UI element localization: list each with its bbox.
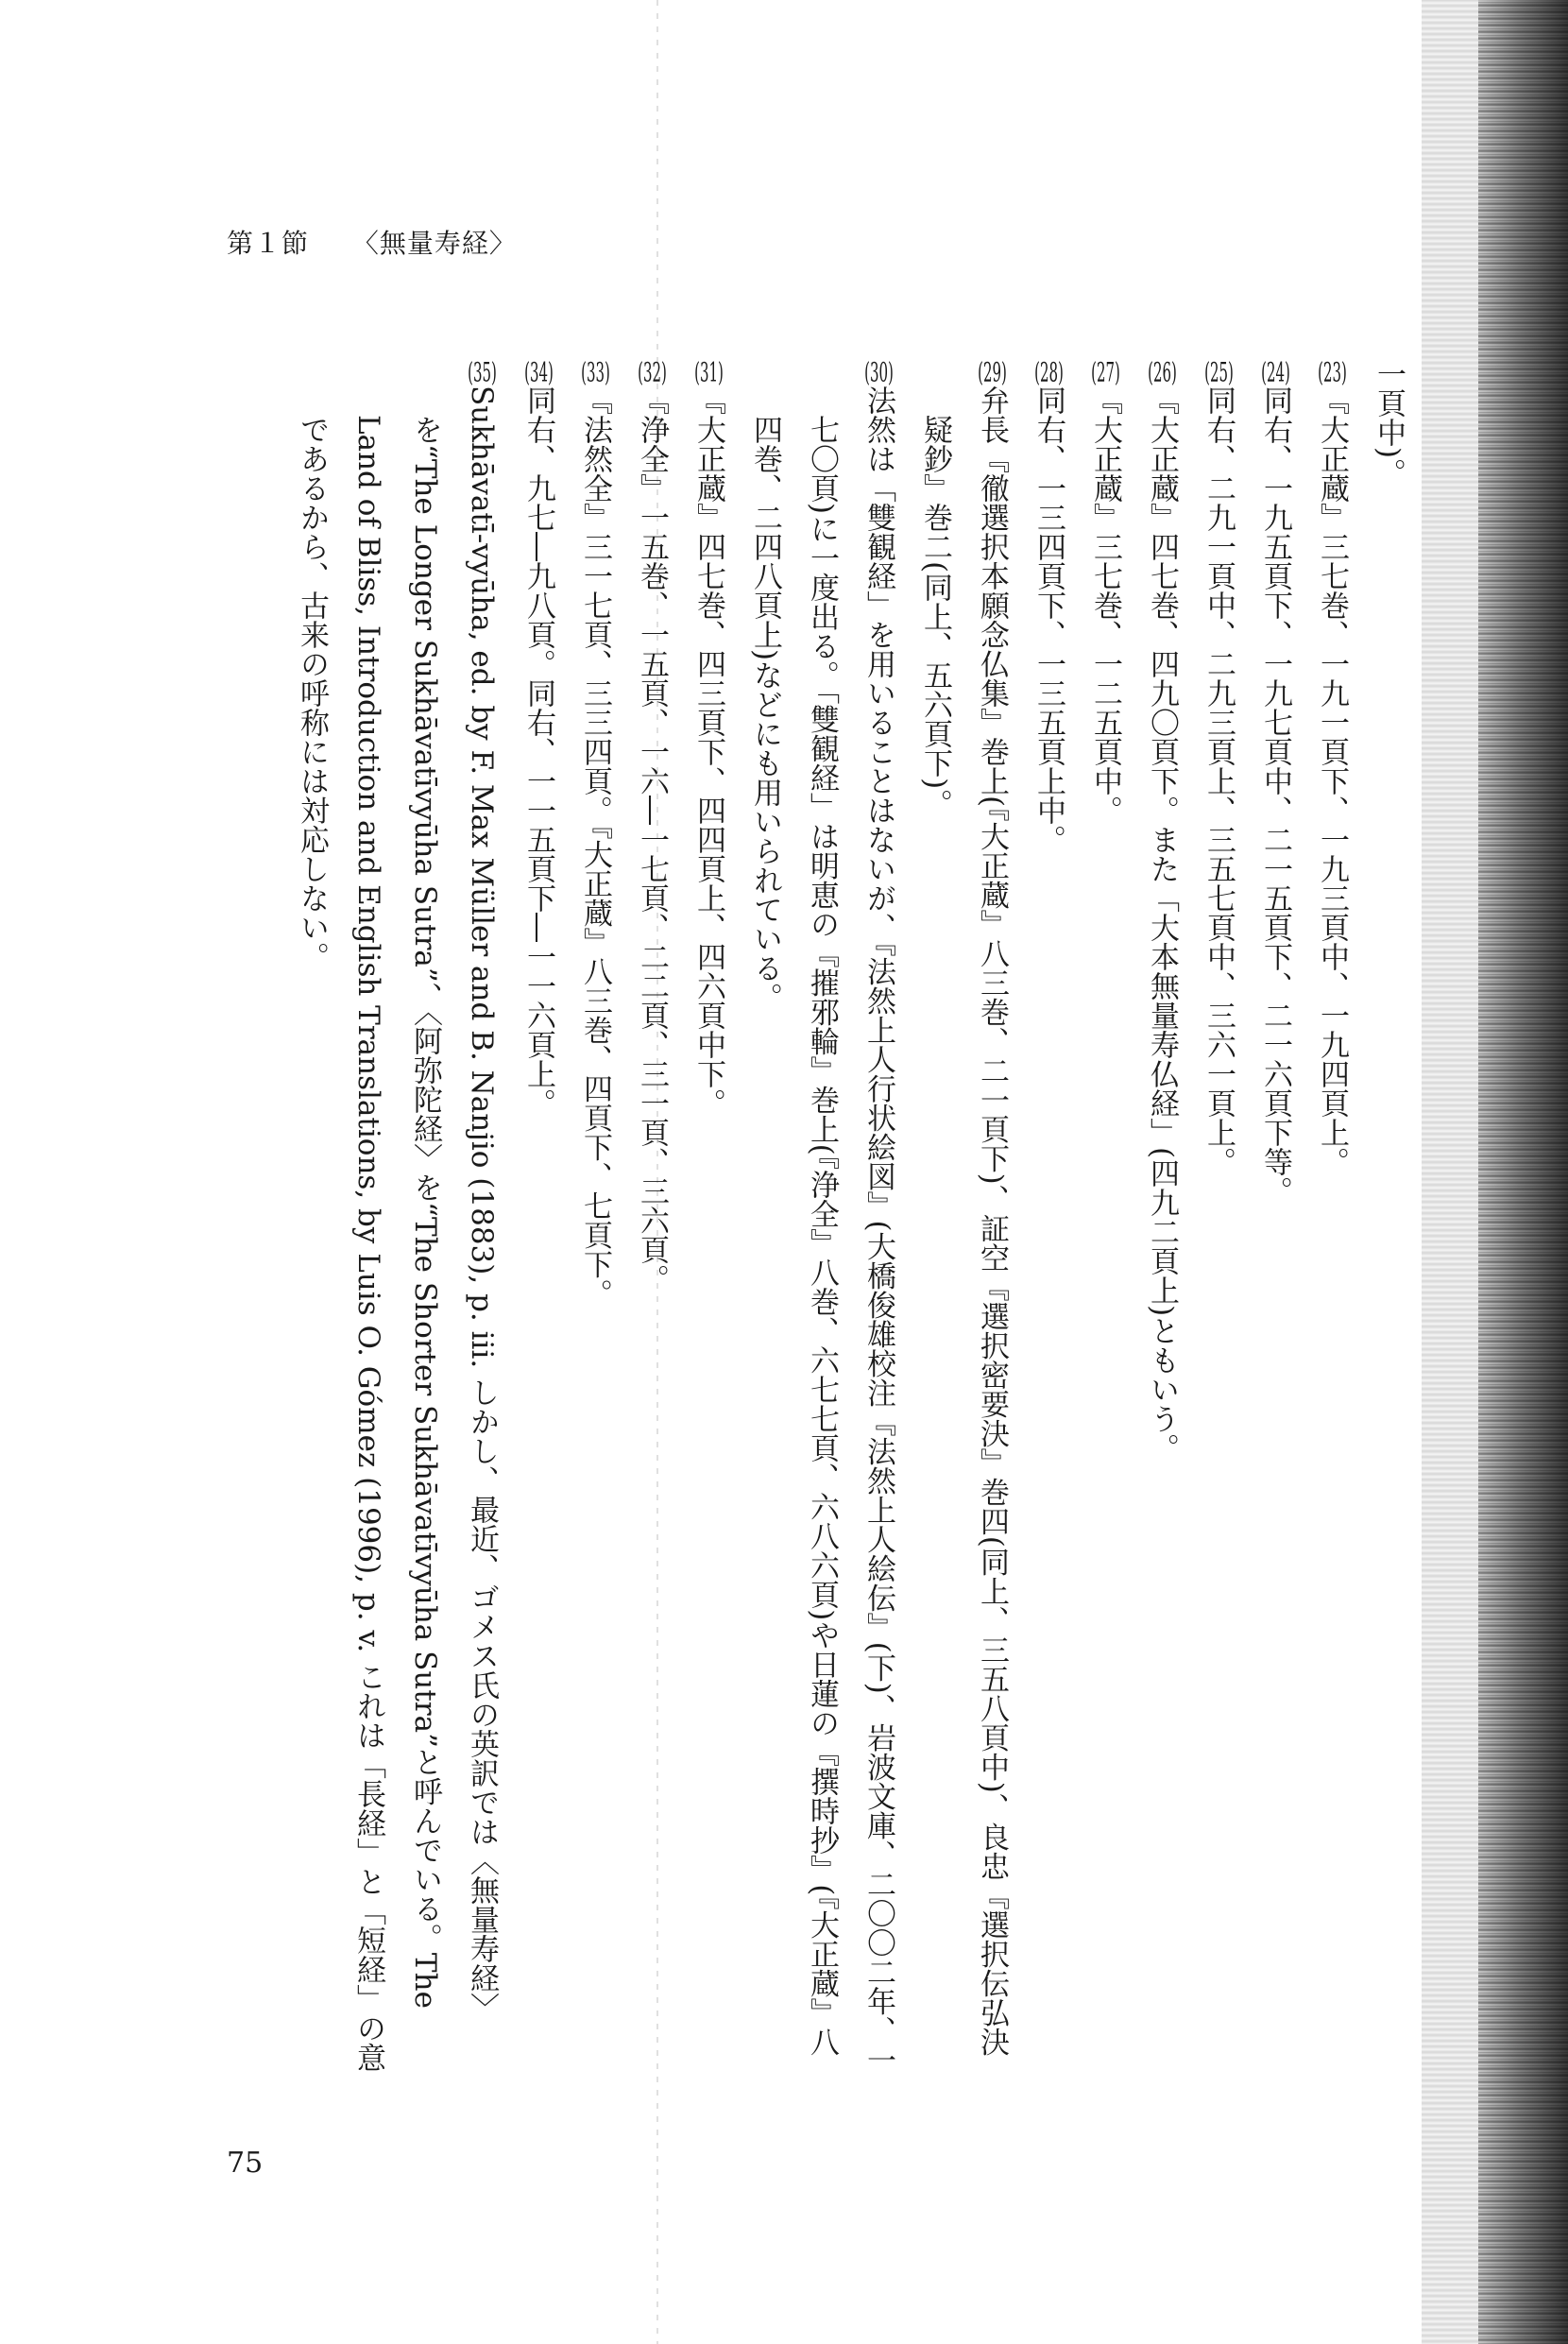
endnote-number: (32) [638, 359, 667, 385]
endnote-text: 『大正蔵』三七巻、一九一頁下、一九三頁中、一九四頁上。 [1315, 385, 1349, 1176]
endnote [1247, 359, 1304, 2079]
endnote-number: (24) [1261, 359, 1290, 385]
endnote [1077, 359, 1133, 2079]
endnote [1020, 359, 1077, 2079]
endnote-text: 法然は「雙観経」を用いることはないが、『法然上人行状絵図』(大橋俊雄校注『法然上人絵伝』(下)、岩波文庫、二〇〇二年、一七〇頁)に一度出る。「雙観経」は明恵の『摧邪輪』巻上(『浄全』八巻、六七七頁、六八六頁)や日蓮の『撰時抄』(『大正蔵』八四巻、二四八頁上)などにも用いられている。 [748, 385, 895, 2075]
endnote-number: (27) [1091, 359, 1120, 385]
endnote-text: 『法然全』三一七頁、三三四頁。『大正蔵』八三巻、四頁下、七頁下。 [578, 385, 612, 1309]
endnotes [295, 359, 1417, 2079]
endnote-text: 同右、一三四頁下、一三五頁上中。 [1031, 385, 1065, 854]
endnote [567, 359, 623, 2079]
endnote-text: 同右、一九五頁下、一九七頁中、二一五頁下、二一六頁下等。 [1258, 385, 1292, 1206]
endnote [680, 359, 737, 2079]
endnote [1360, 359, 1417, 2079]
endnote-text: 同右、九七―九八頁。同右、一一五頁下―一一六頁上。 [521, 385, 555, 1118]
page-number: 75 [227, 2147, 264, 2180]
endnote-number: (30) [864, 359, 894, 385]
endnote [1190, 359, 1247, 2079]
endnote-text: 同右、二九一頁中、二九三頁上、三五七頁中、三六一頁上。 [1202, 385, 1236, 1176]
endnote-number: (33) [581, 359, 610, 385]
endnote-number: (26) [1148, 359, 1177, 385]
endnote-text: 『大正蔵』四七巻、四九〇頁下。また「大本無量寿仏経」(四九二頁上)ともいう。 [1145, 385, 1179, 1463]
running-head-section: 第１節 [227, 228, 310, 259]
running-head-title: 〈無量寿経〉 [351, 228, 517, 259]
running-head [227, 223, 517, 261]
endnote [1133, 359, 1190, 2079]
endnote-number: (28) [1034, 359, 1064, 385]
endnote-number: (23) [1318, 359, 1347, 385]
endnote-text: 『浄全』一五巻、一五頁、一六―一七頁、二二頁、三一頁、三六頁。 [635, 385, 669, 1293]
endnote-number: (31) [694, 359, 724, 385]
endnote-text: 『大正蔵』四七巻、四三頁下、四四頁上、四六頁中下。 [691, 385, 725, 1118]
endnote-number: (25) [1204, 359, 1234, 385]
endnote-number: (29) [978, 359, 1007, 385]
endnote-number: (35) [468, 359, 497, 385]
endnote [1304, 359, 1360, 2079]
endnote-text: 『大正蔵』三七巻、一二五頁中。 [1088, 385, 1122, 825]
endnote-number: (34) [524, 359, 554, 385]
scan-edge [1478, 0, 1568, 2344]
endnote [510, 359, 567, 2079]
endnote-text: Sukhāvatī-vyūha, ed. by F. Max Müller and B. Nanjio (1883), p. iii. しかし、最近、ゴメス氏の英訳では〈無量寿経〉を“The Longer Sukhāvatīvyūha Sutra”、〈阿弥陀経〉を“The Shorter Sukhāvatīvyūha Sutra”と呼んでいる。The Land of Bliss, Introduction and English Translations, by Luis O. Gómez (1996), p. v. これは「長経」と「短経」の意であるから、古来の呼称には対応しない。 [295, 385, 499, 2072]
endnote [907, 359, 1020, 2079]
scan-edge-shadow [1422, 0, 1478, 2344]
endnote [623, 359, 680, 2079]
endnote-text: 弁長『徹選択本願念仏集』巻上(『大正蔵』八三巻、二一頁下)、証空『選択密要決』巻四(同上、三五八頁中)、良忠『選択伝弘決疑鈔』巻二(同上、五六頁下)。 [918, 385, 1009, 2057]
endnote [283, 359, 510, 2079]
endnote-text: 一頁中)。 [1372, 359, 1406, 488]
endnote [737, 359, 907, 2079]
